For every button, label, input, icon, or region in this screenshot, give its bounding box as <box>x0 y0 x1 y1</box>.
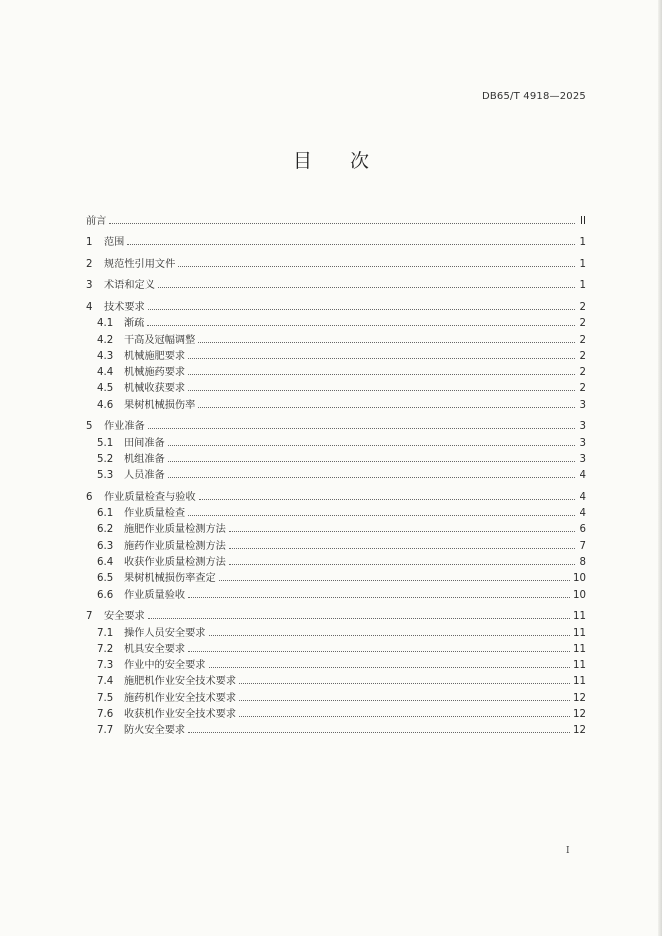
toc-title-char-2: 次 <box>350 150 370 172</box>
toc-dot-leader <box>239 682 570 684</box>
toc-entry-number: 5.1 <box>97 437 114 449</box>
toc-entry-title: 作业质量检查与验收 <box>104 491 196 503</box>
toc-entry-page: 2 <box>579 318 586 330</box>
toc-dot-leader <box>188 596 570 598</box>
toc-entry-page: 7 <box>579 540 586 552</box>
toc-entry[interactable] <box>86 411 586 433</box>
toc-entry-number: 5.2 <box>97 453 114 465</box>
toc-subentry[interactable] <box>86 720 586 736</box>
toc-entry-title: 收获作业质量检测方法 <box>124 557 226 569</box>
toc-subentry[interactable] <box>86 584 586 600</box>
toc-entry-title: 作业质量检查 <box>124 508 186 520</box>
toc-entry-page: 11 <box>573 627 586 639</box>
toc-subentry[interactable] <box>86 568 586 584</box>
toc-dot-leader <box>178 265 575 267</box>
toc-entry[interactable] <box>86 270 586 292</box>
toc-dot-leader <box>188 650 570 652</box>
toc-dot-leader <box>168 444 575 446</box>
toc-dot-leader <box>198 406 575 408</box>
toc-dot-leader <box>229 547 575 549</box>
toc-entry-page: 2 <box>579 334 586 346</box>
toc-dot-leader <box>158 286 575 288</box>
toc-entry-number: 7.3 <box>97 660 114 672</box>
toc-subentry[interactable] <box>86 346 586 362</box>
toc-entry-title: 施药机作业安全技术要求 <box>124 692 237 704</box>
toc-entry-page: 4 <box>579 491 586 503</box>
toc-subentry[interactable] <box>86 519 586 535</box>
toc-dot-leader <box>109 222 575 224</box>
toc-entry-page: 2 <box>579 367 586 379</box>
toc-dot-leader <box>188 389 575 391</box>
toc-entry-page: 6 <box>579 524 586 536</box>
toc-entry-number: 7.6 <box>97 708 114 720</box>
toc-entry-page: 1 <box>579 237 586 249</box>
toc-entry-number: 7.7 <box>97 725 114 737</box>
toc-entry-page: 11 <box>573 643 586 655</box>
toc-entry-number: 7.2 <box>97 643 114 655</box>
footer-page-number: I <box>566 846 570 856</box>
toc-entry-title: 作业准备 <box>104 421 145 433</box>
toc-entry-number: 6 <box>86 491 93 503</box>
toc-subentry[interactable] <box>86 671 586 687</box>
toc-dot-leader <box>127 243 575 245</box>
toc-entry-number: 4.2 <box>97 334 114 346</box>
toc-entry-title: 果树机械损伤率查定 <box>124 573 216 585</box>
toc-entry-number: 7.1 <box>97 627 114 639</box>
toc-dot-leader <box>168 460 575 462</box>
toc-entry-page: 11 <box>573 676 586 688</box>
toc-entry-title: 机具安全要求 <box>124 643 186 655</box>
toc-entry-title: 术语和定义 <box>104 280 155 292</box>
toc-dot-leader <box>229 563 575 565</box>
toc-entry-page: 2 <box>579 383 586 395</box>
toc-entry-page: 2 <box>579 301 586 313</box>
toc-entry-title: 安全要求 <box>104 611 145 623</box>
toc-entry-page: 4 <box>579 508 586 520</box>
toc-subentry[interactable] <box>86 687 586 703</box>
toc-entry-title: 作业质量验收 <box>124 589 186 601</box>
toc-entry[interactable] <box>86 205 586 227</box>
toc-entry-title: 机组准备 <box>124 453 165 465</box>
toc-entry-number: 7.4 <box>97 676 114 688</box>
toc-entry-page: 10 <box>573 589 586 601</box>
toc-entry-page: 2 <box>579 350 586 362</box>
toc-entry-number: 4.5 <box>97 383 114 395</box>
toc-entry-page: 3 <box>579 453 586 465</box>
toc-subentry[interactable] <box>86 362 586 378</box>
toc-entry-title: 作业中的安全要求 <box>124 660 206 672</box>
toc-entry-title: 机械收获要求 <box>124 383 186 395</box>
toc-dot-leader <box>199 498 575 500</box>
toc-dot-leader <box>148 308 575 310</box>
toc-entry[interactable] <box>86 481 586 503</box>
toc-title <box>0 146 662 173</box>
toc-entry-number: 6.3 <box>97 540 114 552</box>
toc-entry-page: 1 <box>579 258 586 270</box>
toc-dot-leader <box>198 341 575 343</box>
toc-entry-page: 10 <box>573 573 586 585</box>
toc-entry-title: 田间准备 <box>124 437 165 449</box>
toc-entry-number: 4 <box>86 301 93 313</box>
toc-subentry[interactable] <box>86 378 586 394</box>
toc-dot-leader <box>188 731 570 733</box>
toc-entry[interactable] <box>86 291 586 313</box>
toc-dot-leader <box>188 357 575 359</box>
toc-dot-leader <box>188 373 575 375</box>
toc-subentry[interactable] <box>86 639 586 655</box>
toc-entry-title: 范围 <box>104 237 125 249</box>
toc-subentry[interactable] <box>86 394 586 410</box>
toc-entry-title: 收获机作业安全技术要求 <box>124 708 237 720</box>
toc-entry-title: 机械施肥要求 <box>124 350 186 362</box>
toc-entry-number: 5 <box>86 421 93 433</box>
toc-dot-leader <box>239 699 570 701</box>
page-edge-shadow <box>658 0 662 936</box>
toc-entry-title: 防火安全要求 <box>124 725 186 737</box>
toc-entry-number: 7 <box>86 611 93 623</box>
toc-subentry[interactable] <box>86 313 586 329</box>
toc-dot-leader <box>209 666 571 668</box>
toc-entry-number: 6.6 <box>97 589 114 601</box>
toc-subentry[interactable] <box>86 552 586 568</box>
toc-entry[interactable] <box>86 227 586 249</box>
toc-entry-page: 3 <box>579 421 586 433</box>
toc-entry-number: 6.5 <box>97 573 114 585</box>
toc-entry-title: 施肥作业质量检测方法 <box>124 524 226 536</box>
toc-entry-number: 6.1 <box>97 508 114 520</box>
document-code: DB65/T 4918—2025 <box>481 91 586 102</box>
toc-dot-leader <box>148 617 570 619</box>
toc-subentry[interactable] <box>86 329 586 345</box>
toc-dot-leader <box>168 476 575 478</box>
toc-dot-leader <box>219 579 570 581</box>
toc-entry-number: 3 <box>86 280 93 292</box>
toc-entry-title: 施肥机作业安全技术要求 <box>124 676 237 688</box>
toc-entry-number: 1 <box>86 237 93 249</box>
toc-entry-number: 7.5 <box>97 692 114 704</box>
toc-entry-title: 技术要求 <box>104 301 145 313</box>
toc-entry-title: 渐疏 <box>124 318 145 330</box>
toc-entry-number: 4.3 <box>97 350 114 362</box>
toc-entry-page: 3 <box>579 437 586 449</box>
toc-dot-leader <box>148 427 575 429</box>
toc-entry-title: 前言 <box>86 215 107 227</box>
toc-entry-number: 5.3 <box>97 470 114 482</box>
toc-entry-page: 12 <box>573 708 586 720</box>
toc-entry[interactable] <box>86 601 586 623</box>
toc-entry-title: 果树机械损伤率 <box>124 399 196 411</box>
toc-entry-page: 12 <box>573 692 586 704</box>
toc-entry-page: 12 <box>573 725 586 737</box>
toc-entry-number: 4.4 <box>97 367 114 379</box>
toc-entry-page: 3 <box>579 399 586 411</box>
toc-entry-number: 4.1 <box>97 318 114 330</box>
toc-entry-page: 1 <box>579 280 586 292</box>
toc-subentry[interactable] <box>86 465 586 481</box>
toc-entry-title: 机械施药要求 <box>124 367 186 379</box>
toc-subentry[interactable] <box>86 432 586 448</box>
toc-entry-title: 规范性引用文件 <box>104 258 176 270</box>
toc-entry-number: 6.2 <box>97 524 114 536</box>
toc-dot-leader <box>147 324 575 326</box>
toc-entry-title: 施药作业质量检测方法 <box>124 540 226 552</box>
table-of-contents <box>86 205 586 736</box>
toc-entry-title: 操作人员安全要求 <box>124 627 206 639</box>
toc-subentry[interactable] <box>86 535 586 551</box>
toc-subentry[interactable] <box>86 449 586 465</box>
toc-entry-page: 11 <box>573 611 586 623</box>
toc-entry-title: 人员准备 <box>124 470 165 482</box>
toc-dot-leader <box>229 530 575 532</box>
toc-subentry[interactable] <box>86 622 586 638</box>
toc-title-char-1: 目 <box>292 150 312 172</box>
toc-entry-number: 6.4 <box>97 557 114 569</box>
toc-entry-page: 8 <box>579 557 586 569</box>
toc-dot-leader <box>209 634 571 636</box>
toc-entry-page: 11 <box>573 660 586 672</box>
toc-entry-title: 干高及冠幅调整 <box>124 334 196 346</box>
toc-dot-leader <box>239 715 570 717</box>
toc-subentry[interactable] <box>86 503 586 519</box>
toc-entry-number: 4.6 <box>97 399 114 411</box>
toc-subentry[interactable] <box>86 655 586 671</box>
toc-entry-page: 4 <box>579 470 586 482</box>
toc-entry[interactable] <box>86 248 586 270</box>
toc-subentry[interactable] <box>86 704 586 720</box>
toc-entry-page: II <box>579 215 586 227</box>
toc-dot-leader <box>188 514 575 516</box>
toc-entry-number: 2 <box>86 258 93 270</box>
